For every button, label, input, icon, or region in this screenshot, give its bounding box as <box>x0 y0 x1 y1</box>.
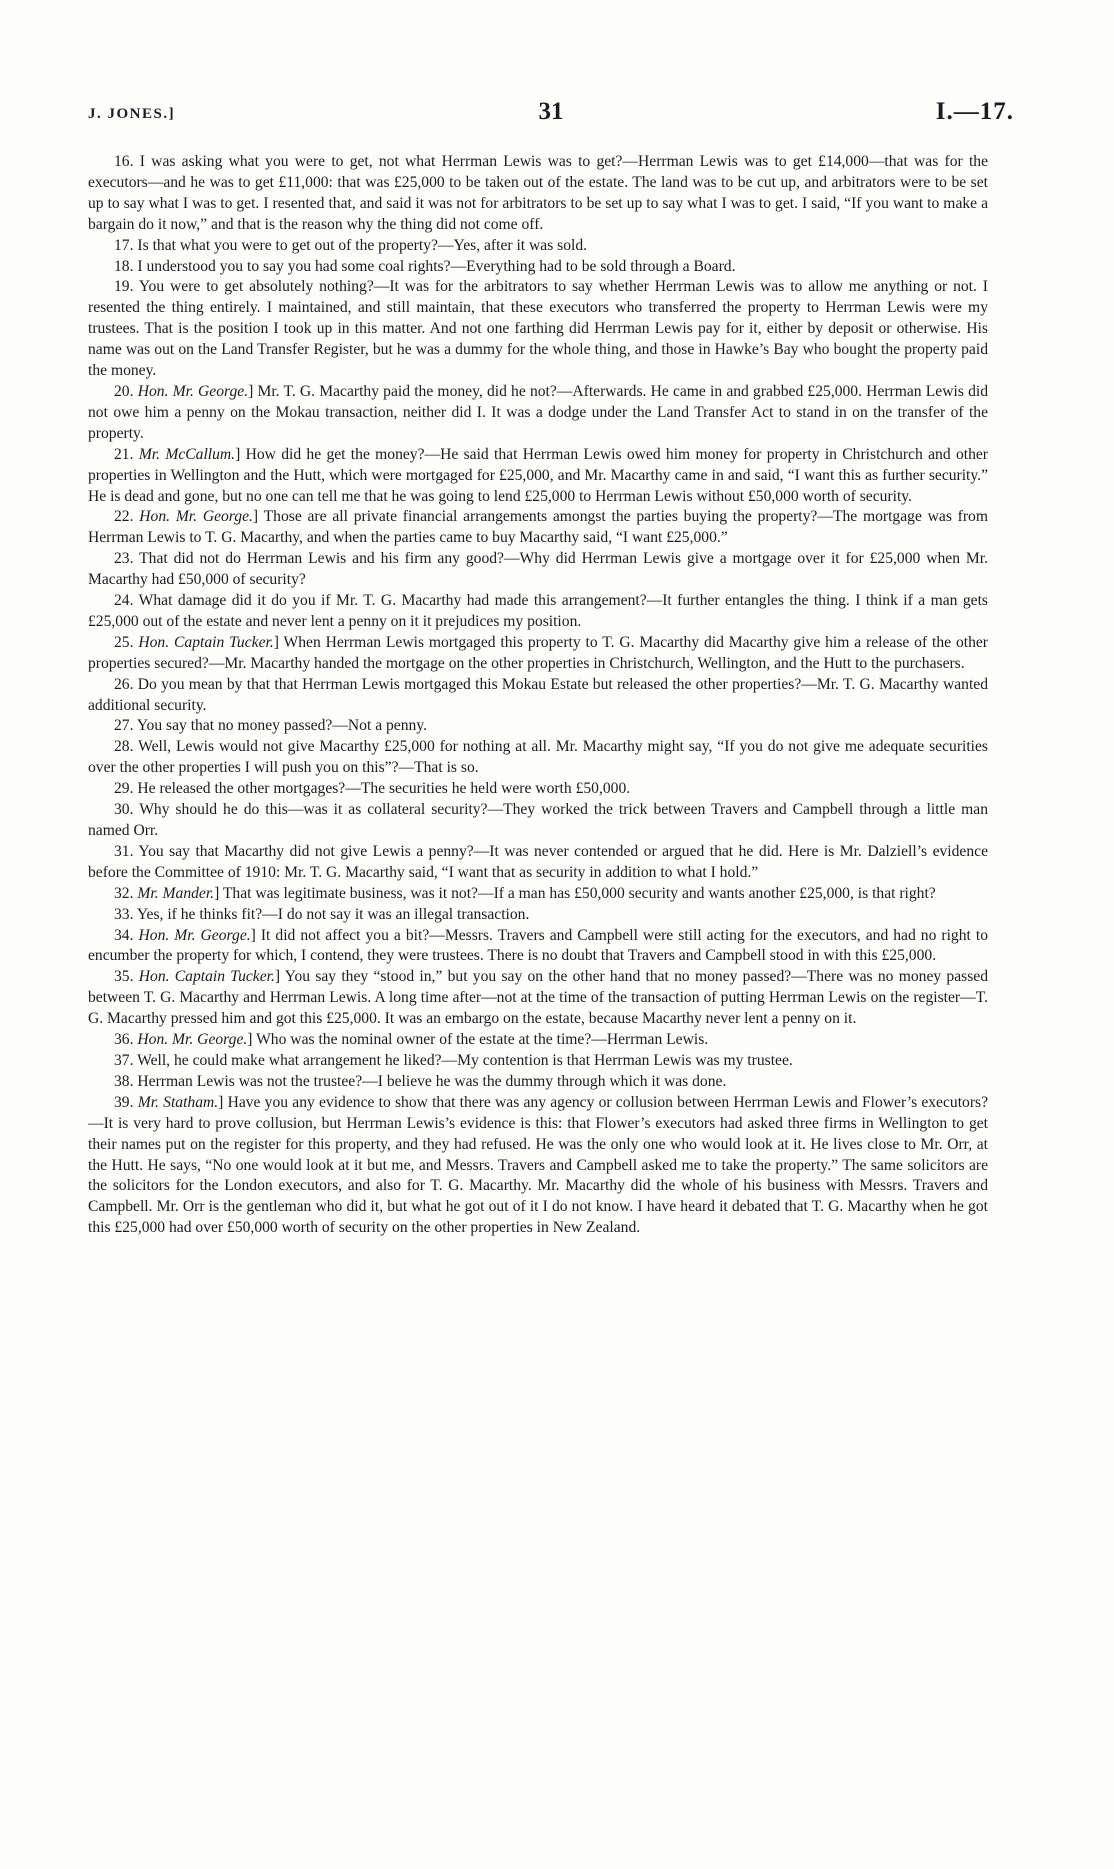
testimony-paragraph <box>88 905 988 926</box>
paragraph-text: You say that Macarthy did not give Lewis a penny?—It was never contended or argued that he did. Here is Mr. Dalziell’s evidence before the Committee of 1910: Mr. T. G. Macarthy said, “I want that as security in addition to what I hold.” <box>88 842 988 881</box>
testimony-paragraph: 39. Mr. Statham.] Have you any evidence to show that there was any agency or collusion between Herrman Lewis and Flower’s executors?—It is very hard to prove collusion, but Herrman Lewis’s evidence is this: that Flower’s executors had asked three firms in Wellington to get their names put on the register for this property, and they had refused. He was the only one who would look at it. He lives close to Mr. Orr, at the Hutt. He says, “No one would look at it but me, and Messrs. Travers and Campbell asked me to take the property.” The same solicitors are the solicitors for the London executors, and also for T. G. Macarthy. Mr. Macarthy did the whole of his business with Messrs. Travers and Campbell. Mr. Orr is the gentleman who did it, but what he got out of it I do not know. I have heard it debated that T. G. Macarthy when he got this £25,000 had over £50,000 worth of security on the other properties in New Zealand. <box>88 1093 989 1237</box>
paragraph-text: That did not do Herrman Lewis and his firm any good?—Why did Herrman Lewis give a mortgage over it for £25,000 when Mr. Macarthy had £50,000 of security? <box>88 550 988 589</box>
question-number: 34. <box>114 926 134 944</box>
testimony-paragraph <box>88 716 988 737</box>
speaker-name: Mr. Statham. <box>137 1093 219 1111</box>
question-number: 31. <box>114 842 134 860</box>
page-number: 31 <box>538 98 564 125</box>
testimony-paragraph <box>88 779 988 800</box>
testimony-paragraph <box>88 675 988 717</box>
speaker-name: Hon. Mr. George. <box>138 926 251 944</box>
speaker-name: Mr. Mander. <box>137 884 215 902</box>
question-number: 25. <box>114 633 134 651</box>
testimony-paragraph <box>88 842 988 884</box>
testimony-paragraph <box>88 549 988 591</box>
paragraph-text: Do you mean by that that Herrman Lewis mortgaged this Mokau Estate but released the other properties?—Mr. T. G. Macarthy wanted additional security. <box>88 675 989 714</box>
testimony-paragraph <box>88 277 988 382</box>
speaker-name: Hon. Mr. George. <box>137 382 249 400</box>
paragraph-text: Yes, if he thinks fit?—I do not say it was an illegal transaction. <box>136 905 530 923</box>
question-number: 19. <box>114 278 134 296</box>
paragraph-text: How did he get the money?—He said that Herrman Lewis owed him money for property in Christchurch and other properties in Wellington and the Hutt, which were mortgaged for £25,000, and Mr. Macarthy came in and said, “I want this as further security.” He is dead and gone, but no one can tell me that he was going to lend £25,000 to Herrman Lewis without £50,000 worth of security. <box>88 445 988 505</box>
paragraph-text: Why should he do this—was it as collateral security?—They worked the trick between Travers and Campbell through a little man named Orr. <box>88 801 989 839</box>
speaker-name: Hon. Captain Tucker. <box>138 633 274 651</box>
witness-name: J. JONES.] <box>88 106 176 122</box>
testimony-paragraph <box>88 800 988 842</box>
question-number: 17. <box>114 236 134 254</box>
speaker-name: Hon. Captain Tucker. <box>138 968 275 986</box>
question-number: 27. <box>114 717 134 735</box>
question-number: 28. <box>114 738 134 756</box>
testimony-paragraph: 34. Hon. Mr. George.] It did not affect you a bit?—Messrs. Travers and Campbell were still acting for the executors, and had no right to encumber the property for which, I contend, they were trustees. There is no doubt that Travers and Campbell stood in with this £25,000. <box>88 926 989 965</box>
paragraph-text: When Herrman Lewis mortgaged this property to T. G. Macarthy did Macarthy give him a release of the other properties secured?—Mr. Macarthy handed the mortgage on the other properties in Christchurch, Wellington, and the Hutt to the purchasers. <box>88 633 988 672</box>
question-number: 30. <box>114 801 134 819</box>
page-header <box>88 98 1014 132</box>
paragraph-text: Mr. T. G. Macarthy paid the money, did he not?—Afterwards. He came in and grabbed £25,000. Herrman Lewis did not owe him a penny on the Mokau transaction, neither did I. It was a dodge under the Land Transfer Act to stand in on the transfer of the property. <box>88 382 988 442</box>
testimony-paragraph: 22. Hon. Mr. George.] Those are all private financial arrangements amongst the parties buying the property?—The mortgage was from Herrman Lewis to T. G. Macarthy, and when the parties came to buy Macarthy said, “I want £25,000.” <box>88 508 988 547</box>
question-number: 36. <box>114 1031 134 1049</box>
question-number: 20. <box>114 382 134 400</box>
paragraph-text: Have you any evidence to show that there was any agency or collusion between Herrman Lewis and Flower’s executors?—It is very hard to prove collusion, but Herrman Lewis’s evidence is this: that Flower’s executors had asked three firms in Wellington to get their names put on the register for this property, and they had refused. He was the only one who would look at it. He lives close to Mr. Orr, at the Hutt. He says, “No one would look at it but me, and Messrs. Travers and Campbell asked me to take the property.” The same solicitors are the solicitors for the London executors, and also for T. G. Macarthy. Mr. Macarthy did the whole of his business with Messrs. Travers and Campbell. Mr. Orr is the gentleman who did it, but what he got out of it I do not know. I have heard it debated that T. G. Macarthy when he got this £25,000 had over £50,000 worth of security on the other properties in New Zealand. <box>88 1093 989 1237</box>
paragraph-text: I understood you to say you had some coal rights?—Everything had to be sold through a Board. <box>137 257 736 275</box>
question-number: 38. <box>114 1072 134 1090</box>
paragraph-text: What damage did it do you if Mr. T. G. Macarthy had made this arrangement?—It further entangles the thing. I think if a man gets £25,000 out of the estate and never lent a penny on it it prejudices my position. <box>88 592 988 630</box>
testimony-paragraph <box>88 591 988 633</box>
paragraph-text: Those are all private financial arrangements amongst the parties buying the property?—The mortgage was from Herrman Lewis to T. G. Macarthy, and when the parties came to buy Macarthy said, “I want £25,000.” <box>88 508 988 547</box>
testimony-paragraph: 32. Mr. Mander.] That was legitimate business, was it not?—If a man has £50,000 security and wants another £25,000, is that right? <box>114 884 936 902</box>
question-number: 22. <box>114 508 134 526</box>
testimony-paragraph: 25. Hon. Captain Tucker.] When Herrman Lewis mortgaged this property to T. G. Macarthy did Macarthy give him a release of the other properties secured?—Mr. Macarthy handed the mortgage on the other properties in Christchurch, Wellington, and the Hutt to the purchasers. <box>88 633 988 672</box>
testimony-paragraph <box>88 257 988 278</box>
question-number: 33. <box>114 905 134 923</box>
question-number: 39. <box>114 1093 134 1111</box>
testimony-paragraph: 35. Hon. Captain Tucker.] You say they “stood in,” but you say on the other hand that no money passed?—There was no money passed between T. G. Macarthy and Herrman Lewis. A long time after—not at the time of the transaction of putting Herrman Lewis on the register—T. G. Macarthy pressed him and got this £25,000. It was an embargo on the estate, because Macarthy never lent a penny on it. <box>88 968 988 1028</box>
speaker-name: Mr. McCallum. <box>138 445 236 463</box>
question-number: 35. <box>114 968 134 986</box>
paragraph-text: Is that what you were to get out of the property?—Yes, after it was sold. <box>137 236 588 254</box>
testimony-paragraph <box>88 1051 988 1072</box>
question-number: 24. <box>114 592 134 610</box>
paragraph-text: Who was the nominal owner of the estate at the time?—Herrman Lewis. <box>256 1031 709 1049</box>
speaker-name: Hon. Mr. George. <box>137 1031 248 1049</box>
paragraph-text: You say they “stood in,” but you say on the other hand that no money passed?—There was no money passed between T. G. Macarthy and Herrman Lewis. A long time after—not at the time of the transaction of putting Herrman Lewis on the register—T. G. Macarthy pressed him and got this £25,000. It was an embargo on the estate, because Macarthy never lent a penny on it. <box>88 968 988 1028</box>
question-number: 16. <box>114 153 134 170</box>
paragraph-text: He released the other mortgages?—The securities he held were worth £50,000. <box>137 780 631 798</box>
question-number: 32. <box>114 884 134 902</box>
question-number: 18. <box>114 257 134 275</box>
question-number: 37. <box>114 1051 134 1069</box>
testimony-paragraph: 36. Hon. Mr. George.] Who was the nominal owner of the estate at the time?—Herrman Lewis. <box>114 1031 709 1049</box>
paragraph-text: I was asking what you were to get, not what Herrman Lewis was to get?—Herrman Lewis was to get £14,000—that was for the executors—and he was to get £11,000: that was £25,000 to be taken out of the estate. The land was to be cut up, and arbitrators were to be set up to say what I was to get. I resented that, and said it was not for arbitrators to be set up to say what I was to get. I said, “If you want to make a bargain do it now,” and that is the reason why the thing did not come off. <box>88 153 988 233</box>
testimony-body <box>88 152 988 1239</box>
testimony-paragraph <box>88 152 988 236</box>
question-number: 26. <box>114 675 134 693</box>
testimony-paragraph <box>88 1072 988 1093</box>
paragraph-text: Herrman Lewis was not the trustee?—I believe he was the dummy through which it was done. <box>137 1072 727 1090</box>
speaker-name: Hon. Mr. George. <box>139 508 253 526</box>
paragraph-text: You say that no money passed?—Not a penny. <box>136 717 428 735</box>
testimony-paragraph: 20. Hon. Mr. George.] Mr. T. G. Macarthy paid the money, did he not?—Afterwards. He came in and grabbed £25,000. Herrman Lewis did not owe him a penny on the Mokau transaction, neither did I. It was a dodge under the Land Transfer Act to stand in on the transfer of the property. <box>88 382 988 442</box>
paragraph-text: It did not affect you a bit?—Messrs. Travers and Campbell were still acting for the executors, and had no right to encumber the property for which, I contend, they were trustees. There is no doubt that Travers and Campbell stood in with this £25,000. <box>88 926 989 965</box>
testimony-paragraph: 21. Mr. McCallum.] How did he get the money?—He said that Herrman Lewis owed him money for property in Christchurch and other properties in Wellington and the Hutt, which were mortgaged for £25,000, and Mr. Macarthy came in and said, “I want this as further security.” He is dead and gone, but no one can tell me that he was going to lend £25,000 to Herrman Lewis without £50,000 worth of security. <box>88 445 988 505</box>
question-number: 21. <box>114 445 134 463</box>
testimony-paragraph <box>88 236 988 257</box>
document-reference: I.—17. <box>935 98 1014 125</box>
paragraph-text: You were to get absolutely nothing?—It was for the arbitrators to say whether Herrman Lewis was to allow me anything or not. I resented the thing entirely. I maintained, and still maintain, that these executors who transferred the property to Herrman Lewis were my trustees. That is the position I took up in this matter. And not one farthing did Herrman Lewis pay for it, either by deposit or otherwise. His name was out on the Land Transfer Register, but he was a dummy for the whole thing, and those in Hawke’s Bay who bought the property paid the money. <box>88 278 989 380</box>
question-number: 23. <box>114 550 134 568</box>
paragraph-text: That was legitimate business, was it not?—If a man has £50,000 security and wants another £25,000, is that right? <box>222 884 936 902</box>
paragraph-text: Well, he could make what arrangement he liked?—My contention is that Herrman Lewis was my trustee. <box>137 1051 793 1069</box>
testimony-paragraph <box>88 737 988 779</box>
question-number: 29. <box>114 780 134 798</box>
paragraph-text: Well, Lewis would not give Macarthy £25,000 for nothing at all. Mr. Macarthy might say, “If you do not give me adequate securities over the other properties I will push you on this”?—That is so. <box>88 738 988 777</box>
